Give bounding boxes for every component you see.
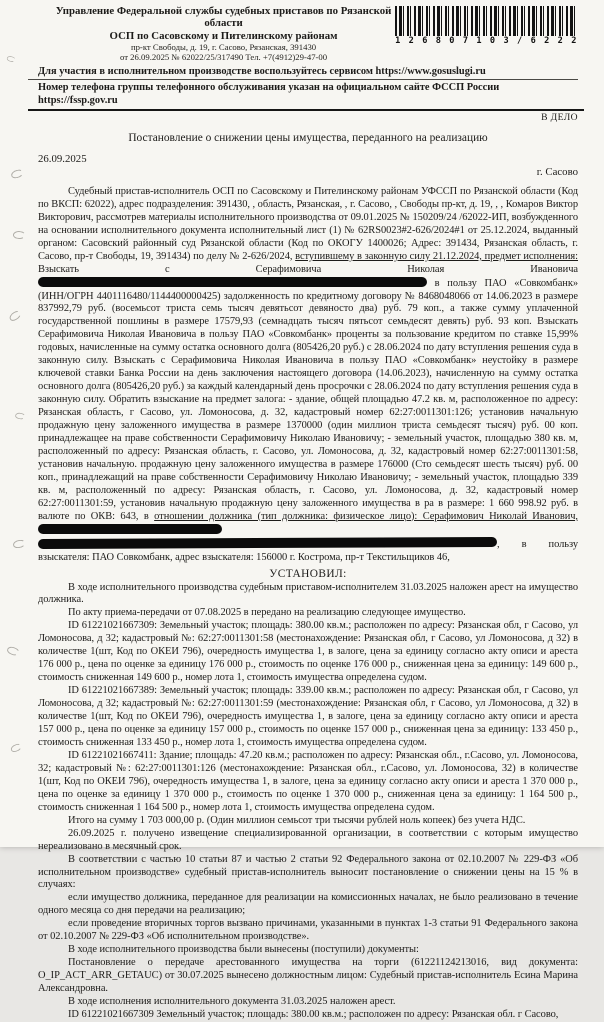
body-paragraph: 26.09.2025 г. получено извещение специализированной организации, в соответствии с которым имущество нереализовано в месячный срок. — [38, 827, 578, 852]
body-paragraph: Постановление о передаче арестованного имущества на торги (61221124213016, вид документа: O_IP_ACT_ARR_GETAUC) от 30.07.2025 вынесено должностным лицом: Судебный пристав-исполнитель Есина Марина Александровна. — [38, 957, 578, 995]
resolution-heading: УСТАНОВИЛ: — [269, 567, 347, 580]
document-place: г. Сасово — [536, 165, 578, 178]
redaction-bar-2 — [38, 524, 222, 534]
preamble-underlined-debtor: отношении должника (тип должника: физическое лицо): Серафимович Николай Иванович, — [154, 510, 578, 522]
deal-mark: В ДЕЛО — [541, 111, 578, 123]
body-paragraph-lot-1: ID 61221021667309: Земельный участок; площадь: 380.00 кв.м.; расположен по адресу: Рязанская обл, г Сасово, ул Ломоносова, д 32; кадастровый №: 62:27:0011301:58 (местонахождение: Рязанская обл, г Сасово, ул Ломоносова, д 32) в количестве 1(шт, Код по ОКЕИ 796), очередность имущества 1, в залоге, цена за единицу согласно акту описи и ареста 176 000 р., цена по оценке за единицу 176 000 р., стоимость по оценке 176 000 р., сниженная цена за единицу: 149 600 р., стоимость сниженная 149 600 р., номер лота 1, стоимость имущества определена судом. — [38, 620, 578, 684]
issuing-authority-block — [52, 5, 395, 62]
body-paragraph-total: Итого на сумму 1 703 000,00 р. (Один миллион семьсот три тысячи рублей ноль копеек) без учета НДС. — [68, 814, 526, 826]
document-date: 26.09.2025 — [38, 152, 87, 165]
preamble-underlined-enforcement: вступившему в законную силу 21.12.2024, предмет исполнения: — [295, 250, 579, 262]
document-reference: от 26.09.2025 № 62022/25/317490 Тел. +7(4912)29-47-00 — [119, 51, 328, 62]
preamble-part3: в пользу ПАО «Совкомбанк» (ИНН/ОГРН 4401116480/1144400000425) задолженность по кредитному договору № 8468048066 от 14.06.2023 в размере 837992,79 руб. (восемьсот триста семь тысяч девятьсот девяносто два) руб. 79 коп., а также сумму уплаченной государственной пошлины в размере 17579,93 (семнадцать тысяч пятьсот семьдесят девять) руб. 93 коп. Взыскать Серафимовича Николая Ивановича в пользу ПАО «Совкомбанк» проценты за пользование кредитом по ставке 15,99% годовых, начисленные на сумму остатка основного долга (805426,20 руб.) с 28.06.2024 по дату вступления решения суда в законную силу. Взыскать с Серафимовича Николая Ивановича в пользу ПАО «Совкомбанк» неустойку в размере ключевой ставки Банка России на день заключения настоящего договора (14.06.2023), начисленную на сумму остатка основного долга (805426,20 руб.) за каждый календарный день просрочки с 28.06.2024 по дату вступления решения суда в законную силу. Обратить взыскание на предмет залога: - здание, общей площадью 47.2 кв. м, расположенное по адресу: Рязанская область, г Сасово, ул. Ломоносова, д. 32, кадастровый номер 62:27:0011301:126; установив начальную продажную цену заложенного имущества в размере 1370000 (один миллион триста семьдесят тысяч) руб. 00 коп. принадлежащее на праве собственности Серафимовичу Николаю Ивановичу; - земельный участок, площадью 380 кв. м, расположенный по адресу: Рязанская область, г. Сасово, ул. Ломоносова, д. 32, кадастровый номер 62:27:0011301:58, установив начальную. продажную цену заложенного имущества в размере 176000 (Сто семьдесят шесть тысяч) руб. 00 коп., принадлежащий на праве собственности Серафимовичу Николаю Ивановичу; - земельный участок, площадью 339 кв. м, расположенный по адресу: Рязанская область, г. Сасово, ул. Ломоносова, д. 32, кадастровый номер 62:27:0011301:59, установив начальную продажную цену заложенного имущества в ра в размере: 1 660 998.92 руб. в валюте по ОКВ: 643, в — [38, 277, 579, 522]
gosuslugi-notice: Для участия в исполнительном производстве воспользуйтесь сервисом https://www.gosuslugi.ru — [38, 65, 486, 77]
body-paragraph: По акту приема-передачи от 07.08.2025 в передано на реализацию следующее имущество. — [68, 607, 466, 619]
barcode-digits: 1 2 6 8 0 7 1 0 3 / 6 2 2 2 — [395, 36, 578, 46]
preamble-part1: Судебный пристав-исполнитель ОСП по Сасовскому и Пителинскому районам УФССП по Рязанской области (Код по ВКСП: 62022), адрес подразделения: 391430, , область, Рязанская, , г. Сасово, , Свободы пр-кт, д. 19, , , Комаров Виктор Викторович, рассмотрев материалы исполнительного производства от 09.01.2025 № 150209/24 /62022-ИП, возбужденного на основании исполнительного документа исполнительный лист (1) № 62RS0023#2-626/2024#1 от 25.12.2024, выданный органом: Сасовский районный суд Рязанской области (Код по ОКОГУ 1400026; Адрес: 391434, Рязанская область, г. Сасово, пр-т Свободы, 19, 391434) по делу № 2-626/2024, — [38, 185, 578, 262]
document-title: Постановление о снижении цены имущества, переданного на реализацию — [128, 131, 488, 144]
department-address: пр-кт Свободы, д. 19, г. Сасово, Рязанская, 391430 — [130, 41, 317, 52]
body-paragraph-lot-3: ID 61221021667411: Здание; площадь: 47.20 кв.м.; расположен по адресу: Рязанская обл., г.Сасово, ул. Ломоносова, 32; кадастровый №: 62:27:0011301:126 (местонахождение: Рязанская обл., г.Сасово, ул. Ломоносова, 32) в количестве 1(шт, Код по ОКЕИ 796), очередность имущества 1, в залоге, цена за единицу согласно акту описи и ареста 1 370 000 р., цена по оценке за единицу 1 370 000 р., стоимость по оценке 1 370 000 р., сниженная цена за единицу: 1 164 500 р., стоимость сниженная 1 164 500 р., номер лота 1, стоимость имущества определена судом. — [38, 749, 578, 813]
preamble-paragraph — [38, 186, 578, 565]
body-paragraph: если имущество должника, переданное для реализации на комиссионных началах, не было реализовано в течение одного месяца со дня передачи на реализацию; — [38, 892, 578, 917]
body-paragraph: ID 61221021667309 Земельный участок; площадь: 380.00 кв.м.; расположен по адресу: Рязанская обл. г Сасово, — [68, 1008, 559, 1020]
barcode — [395, 5, 578, 47]
authority-name: Управление Федеральной службы судебных приставов по Рязанской области — [55, 5, 392, 30]
body-paragraph: В ходе исполнения исполнительного документа 31.03.2025 наложен арест. — [68, 996, 396, 1008]
phone-notice: Номер телефона группы телефонного обслуживания указан на официальном сайте ФССП России https://fssp.gov.ru — [38, 81, 500, 106]
body-paragraph-lot-2: ID 61221021667389: Земельный участок; площадь: 339.00 кв.м.; расположен по адресу: Рязанская обл, г Сасово, ул Ломоносова, д 32; кадастровый №: 62:27:0011301:59 (местонахождение: Рязанская обл, г Сасово, ул Ломоносова, д 32) в количестве 1(шт, Код по ОКЕИ 796), очередность имущества 1, в залоге, цена за единицу согласно акту описи и ареста 157 000 р., цена по оценке за единицу 157 000 р., стоимость по оценке 157 000 р., сниженная цена за единицу: 133 450 р., стоимость сниженная 133 450 р., номер лота 1, стоимость имущества определена судом. — [38, 685, 578, 748]
redaction-bar-3 — [38, 537, 497, 549]
barcode-bars-icon — [395, 6, 578, 36]
redaction-bar-1 — [38, 277, 427, 287]
body-paragraph: В соответствии с частью 10 статьи 87 и частью 2 статьи 92 Федерального закона от 02.10.2007 № 229-ФЗ «Об исполнительном производстве» судебный пристав-исполнитель выносит постановление о снижении цены на 15 % в случаях: — [38, 853, 578, 891]
preamble-part4: , в пользу взыскателя: ПАО Совкомбанк, адрес взыскателя: 156000 г. Кострома, пр-т Текстильщиков 46, — [38, 538, 578, 563]
department-name: ОСП по Сасовскому и Пителинскому районам — [109, 29, 338, 42]
body-paragraph: если проведение вторичных торгов вызвано причинами, указанными в пунктах 1-3 статьи 91 Федерального закона от 02.10.2007 № 229-ФЗ «Об исполнительном производстве». — [38, 918, 578, 943]
preamble-part2: Взыскать с Серафимовича Николая Ивановича — [38, 263, 578, 275]
body-paragraph: В ходе исполнительного производства были вынесены (поступили) документы: — [68, 944, 419, 956]
body-paragraph: В ходе исполнительного производства судебным приставом-исполнителем 31.03.2025 наложен арест на имущество должника. — [38, 581, 578, 606]
document-header — [38, 5, 578, 62]
